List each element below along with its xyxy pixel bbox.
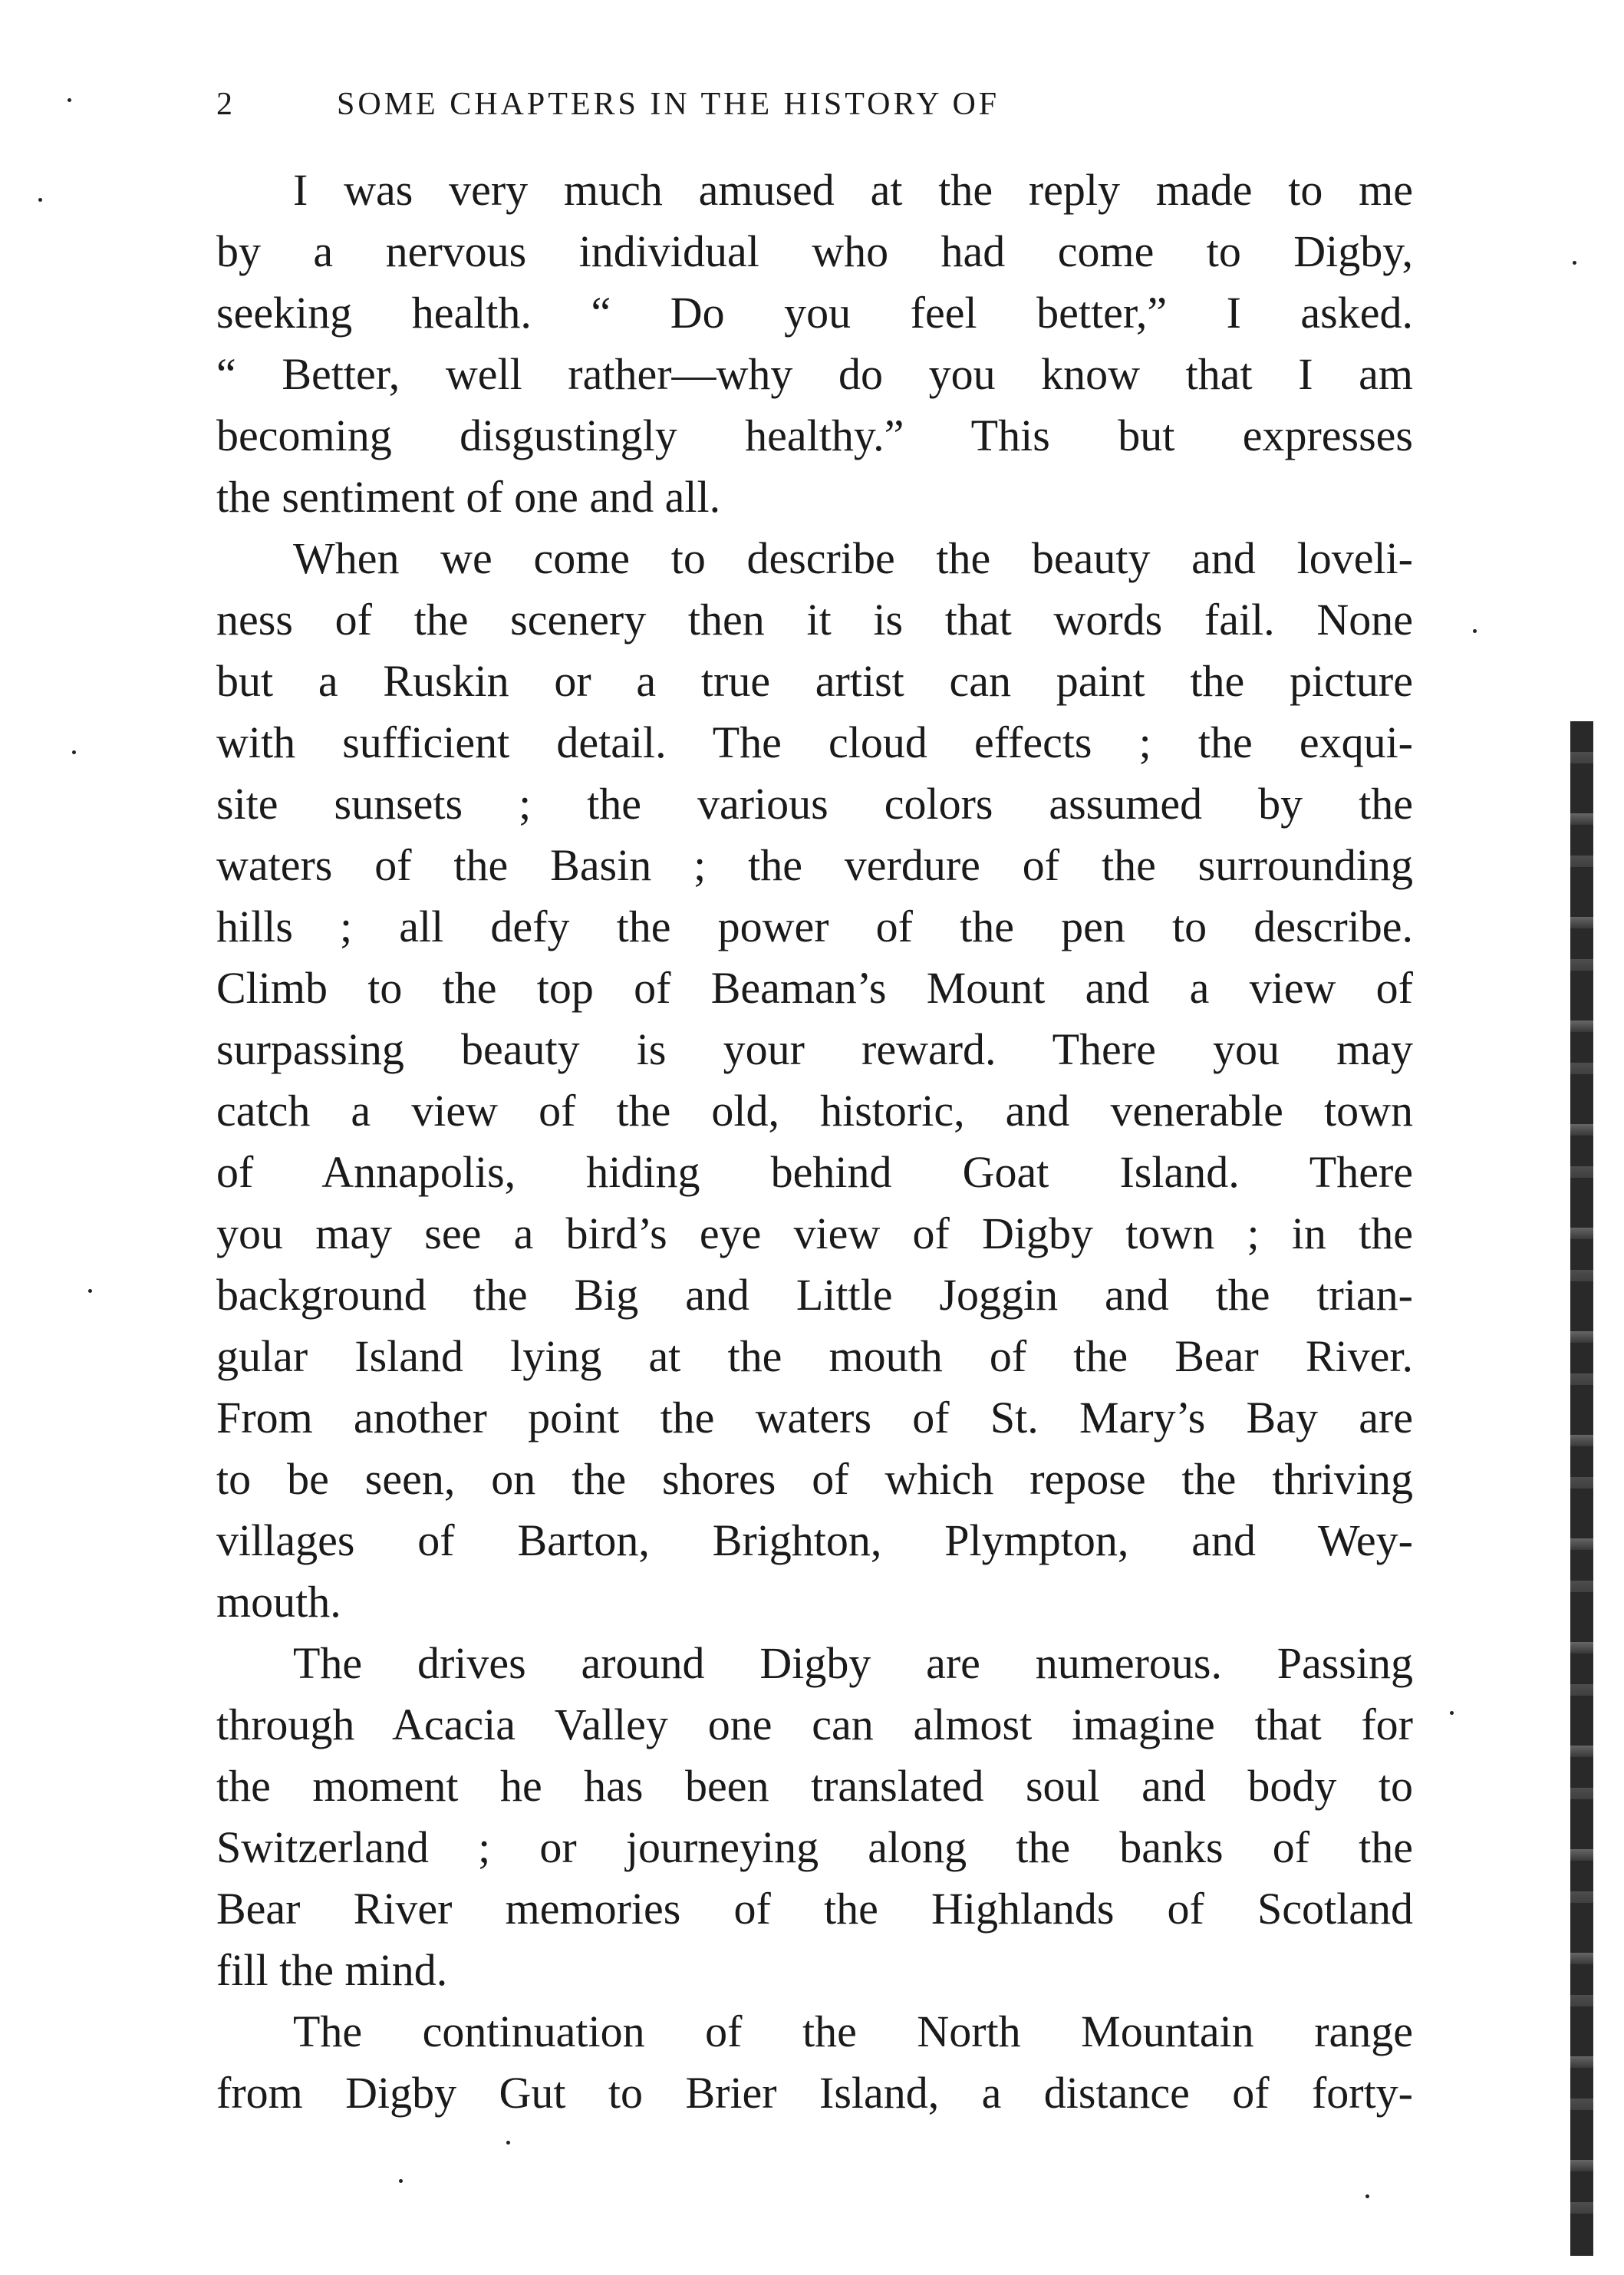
paragraph-4: [216, 2001, 1413, 2124]
paragraph-1: [216, 160, 1413, 528]
text-line: hills ; all defy the power of the pen to describe.: [216, 902, 1413, 951]
text-line: the moment he has been translated soul and body to: [216, 1761, 1413, 1811]
text-line: From another point the waters of St. Mary’s Bay are: [216, 1393, 1413, 1442]
text-line: fill the mind.: [216, 1945, 448, 1995]
text-line: surpassing beauty is your reward. There you may: [216, 1024, 1413, 1074]
paragraph-3: [216, 1633, 1413, 2001]
text-line: “ Better, well rather—why do you know that I am: [216, 349, 1413, 399]
text-line: site sunsets ; the various colors assumed by the: [216, 779, 1413, 829]
text-line: When we come to describe the beauty and loveli-: [293, 533, 1413, 583]
text-line: becoming disgustingly healthy.” This but expresses: [216, 410, 1413, 460]
scan-speck: [1473, 629, 1477, 633]
scan-speck: [38, 198, 42, 202]
text-line: seeking health. “ Do you feel better,” I asked.: [216, 288, 1413, 338]
text-line: background the Big and Little Joggin and the trian-: [216, 1270, 1413, 1320]
text-line: gular Island lying at the mouth of the Bear River.: [216, 1331, 1413, 1381]
text-line: you may see a bird’s eye view of Digby town ; in the: [216, 1208, 1413, 1258]
text-line: I was very much amused at the reply made to me: [293, 165, 1413, 215]
text-line: but a Ruskin or a true artist can paint the picture: [216, 656, 1413, 706]
text-line: Bear River memories of the Highlands of Scotland: [216, 1884, 1413, 1934]
scan-speck: [72, 750, 76, 754]
text-line: from Digby Gut to Brier Island, a distance of forty-: [216, 2068, 1413, 2118]
text-line: ness of the scenery then it is that words fail. None: [216, 595, 1413, 645]
text-line: to be seen, on the shores of which repose the thriving: [216, 1454, 1413, 1504]
scan-speck: [399, 2179, 403, 2183]
text-line: The continuation of the North Mountain range: [293, 2006, 1413, 2056]
text-line: villages of Barton, Brighton, Plympton, and Wey-: [216, 1515, 1413, 1565]
running-title: SOME CHAPTERS IN THE HISTORY OF: [337, 87, 1000, 122]
text-line: The drives around Digby are numerous. Passing: [293, 1638, 1413, 1688]
scan-speck: [1450, 1711, 1454, 1715]
page-header: [216, 86, 1413, 140]
scan-speck: [68, 98, 71, 102]
scan-speck: [1365, 2194, 1369, 2198]
body-text: [216, 160, 1413, 2124]
text-line: with sufficient detail. The cloud effects ; the exqui-: [216, 717, 1413, 767]
scan-speck: [88, 1289, 92, 1293]
page-gutter-shadow: [1570, 721, 1593, 2256]
text-line: by a nervous individual who had come to Digby,: [216, 226, 1413, 276]
text-line: of Annapolis, hiding behind Goat Island. There: [216, 1147, 1413, 1197]
text-line: mouth.: [216, 1577, 341, 1627]
text-line: the sentiment of one and all.: [216, 472, 721, 522]
scan-speck: [506, 2141, 510, 2145]
paragraph-2: [216, 528, 1413, 1633]
text-line: Climb to the top of Beaman’s Mount and a view of: [216, 963, 1413, 1013]
text-line: catch a view of the old, historic, and venerable town: [216, 1086, 1413, 1136]
page-number: 2: [216, 87, 236, 122]
scan-speck: [1573, 261, 1576, 265]
text-line: through Acacia Valley one can almost imagine that for: [216, 1700, 1413, 1749]
text-line: waters of the Basin ; the verdure of the surrounding: [216, 840, 1413, 890]
text-line: Switzerland ; or journeying along the banks of the: [216, 1822, 1413, 1872]
